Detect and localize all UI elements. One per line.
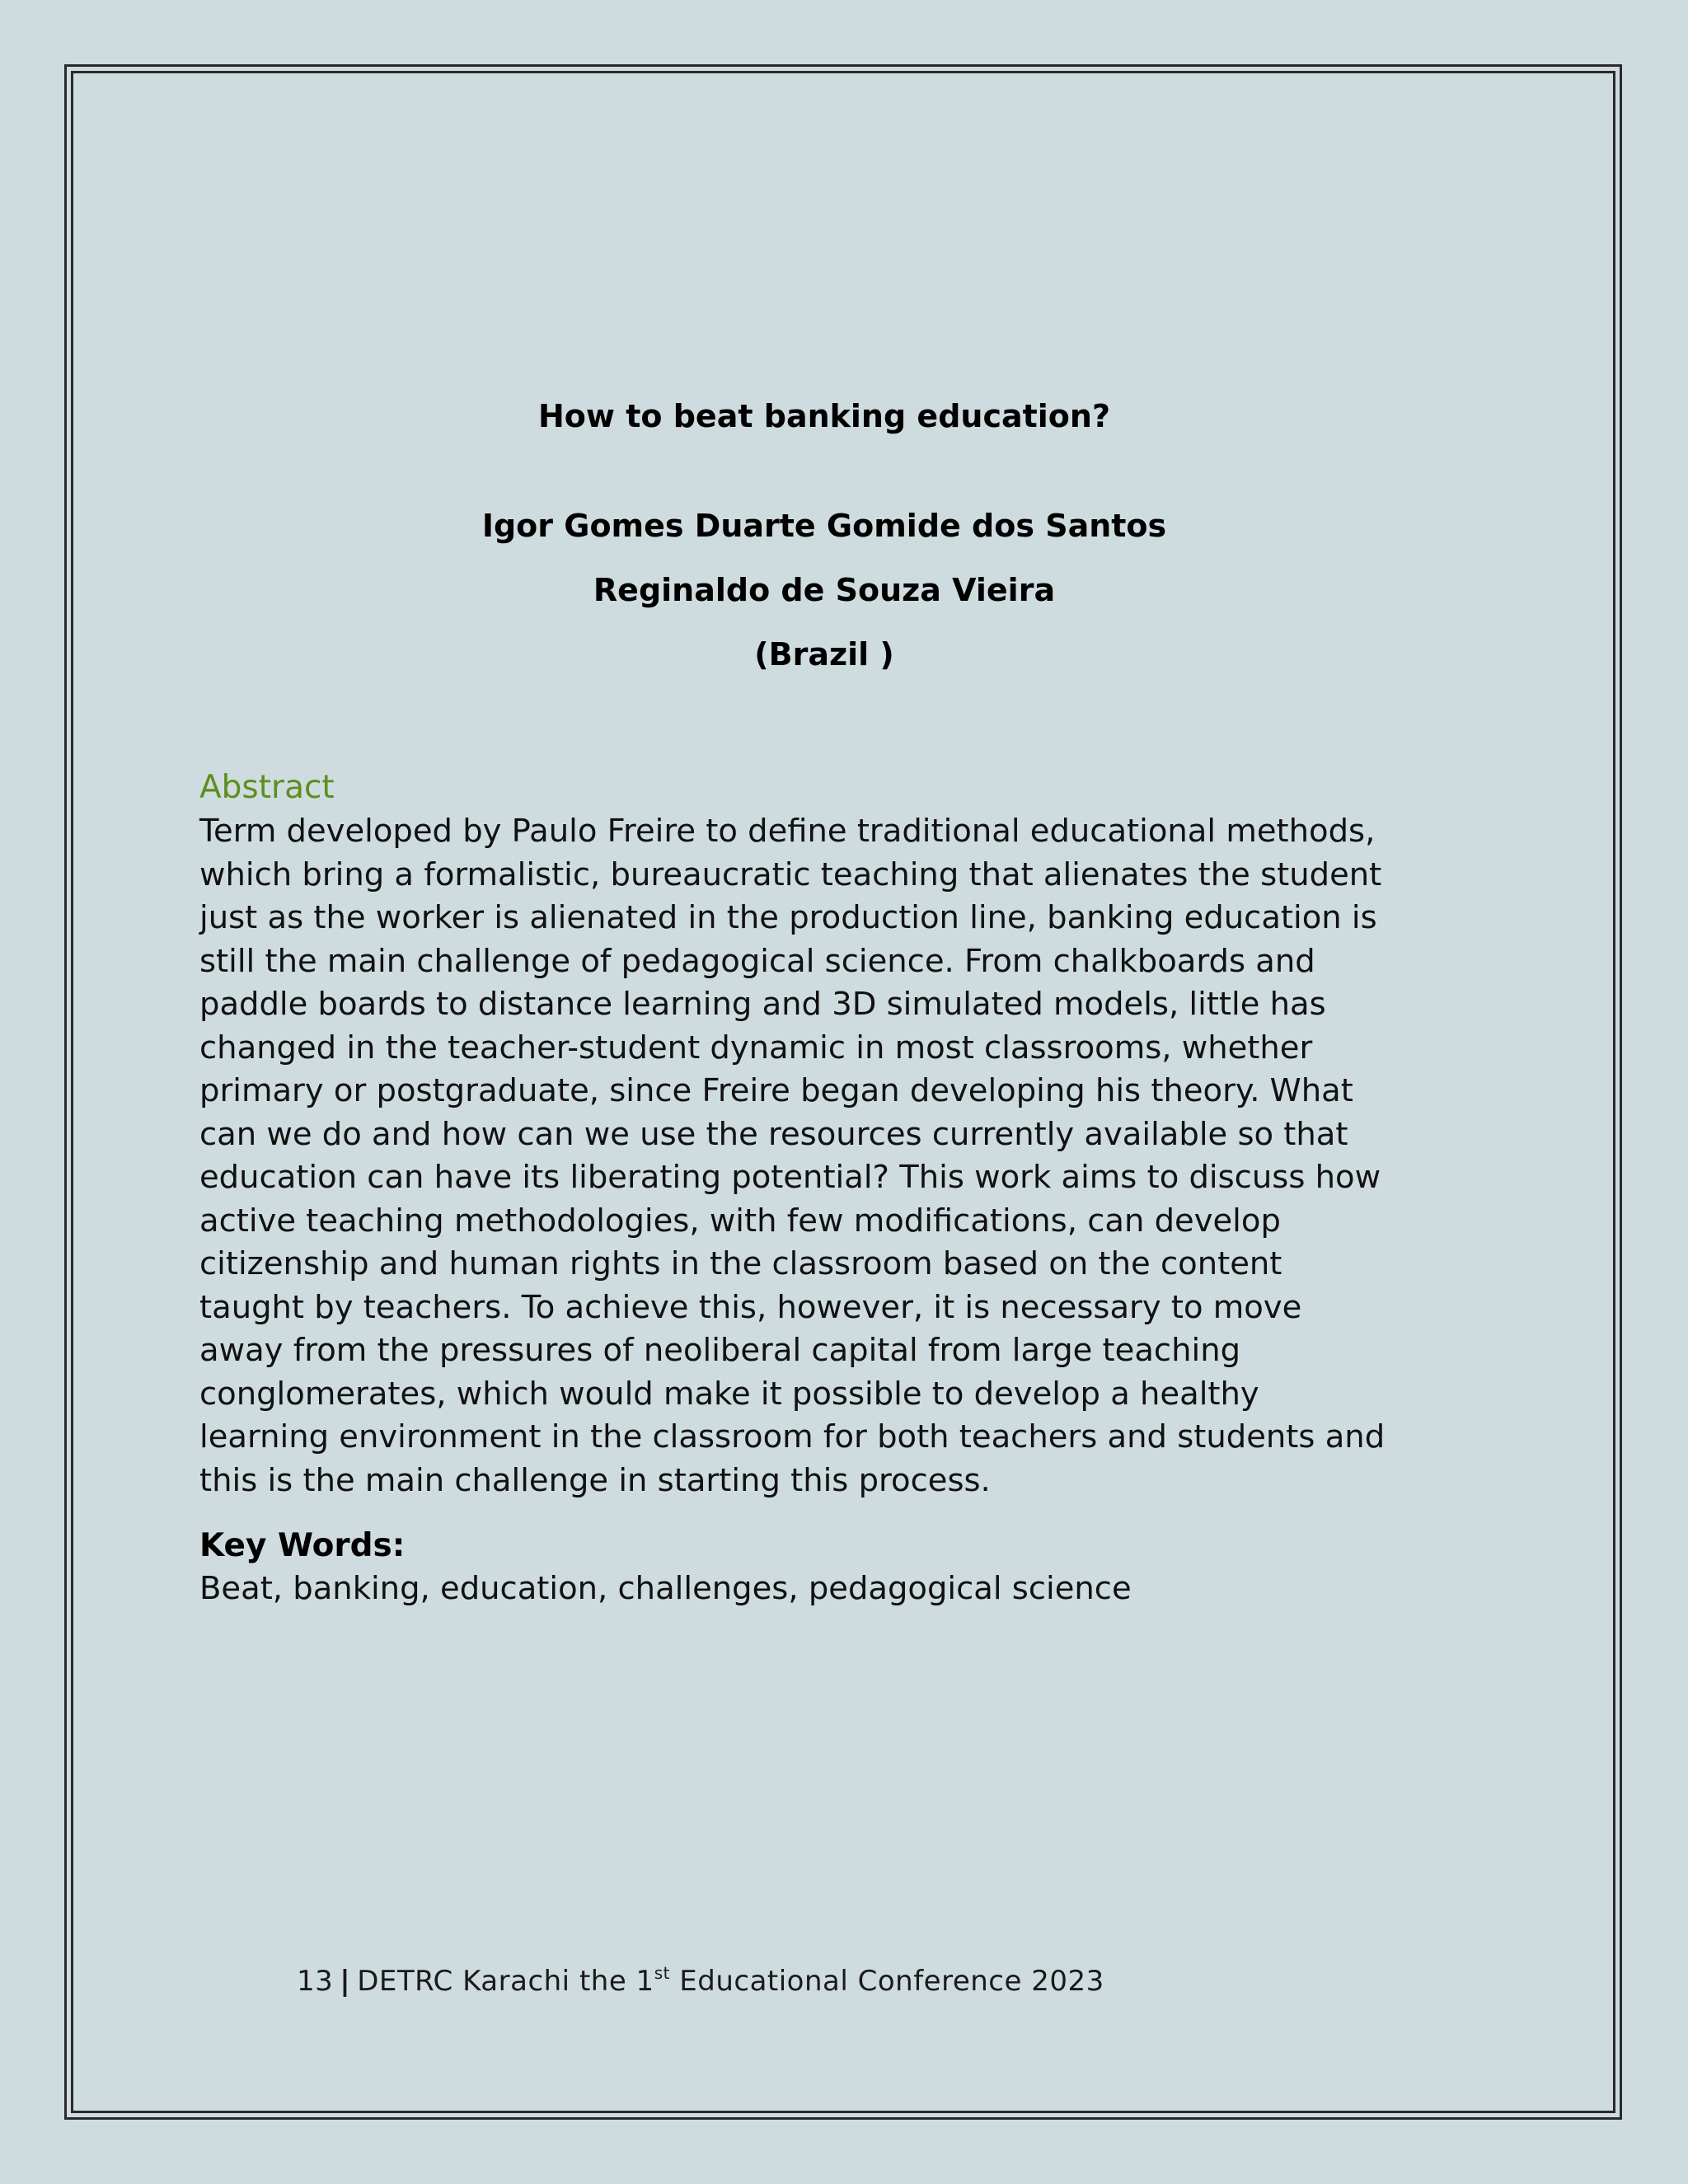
author-name: Igor Gomes Duarte Gomide dos Santos [481,508,1167,544]
author-name: Reginaldo de Souza Vieira [593,572,1056,608]
keywords-body: Beat, banking, education, challenges, pedagogical science [199,1570,1132,1607]
page-footer [297,1961,1104,2001]
footer-conference-text-end: Educational Conference 2023 [669,1965,1104,1998]
paper-title: How to beat banking education? [537,398,1111,434]
footer-conference-text: DETRC Karachi the 1 [357,1965,654,1998]
author-country: (Brazil ) [754,636,894,673]
keywords-heading: Key Words: [199,1527,406,1564]
page-number: 13 [297,1965,334,1998]
footer-ordinal-superscript: st [654,1963,670,1983]
author-block [0,504,1648,696]
abstract-heading: Abstract [199,769,335,806]
footer-separator: | [340,1965,351,1998]
abstract-body: Term developed by Paulo Freire to define traditional educational methods, which bring a formalistic, bureaucratic teaching that alienates the student just as the worker is alienated in the production line, banking education is still the main challenge of pedagogical science. From chalkboards and paddle boards to distance learning and 3D simulated models, little has changed in the teacher-student dynamic in most classrooms, whether primary or postgraduate, since Freire began developing his theory. What can we do and how can we use the resources currently available so that education can have its liberating potential? This work aims to discuss how active teaching methodologies, with few modifications, can develop citizenship and human rights in the classroom based on the content taught by teachers. To achieve this, however, it is necessary to move away from the pressures of neoliberal capital from large teaching conglomerates, which would make it possible to develop a healthy learning environment in the classroom for both teachers and students and this is the main challenge in starting this process. [199,813,1386,1499]
